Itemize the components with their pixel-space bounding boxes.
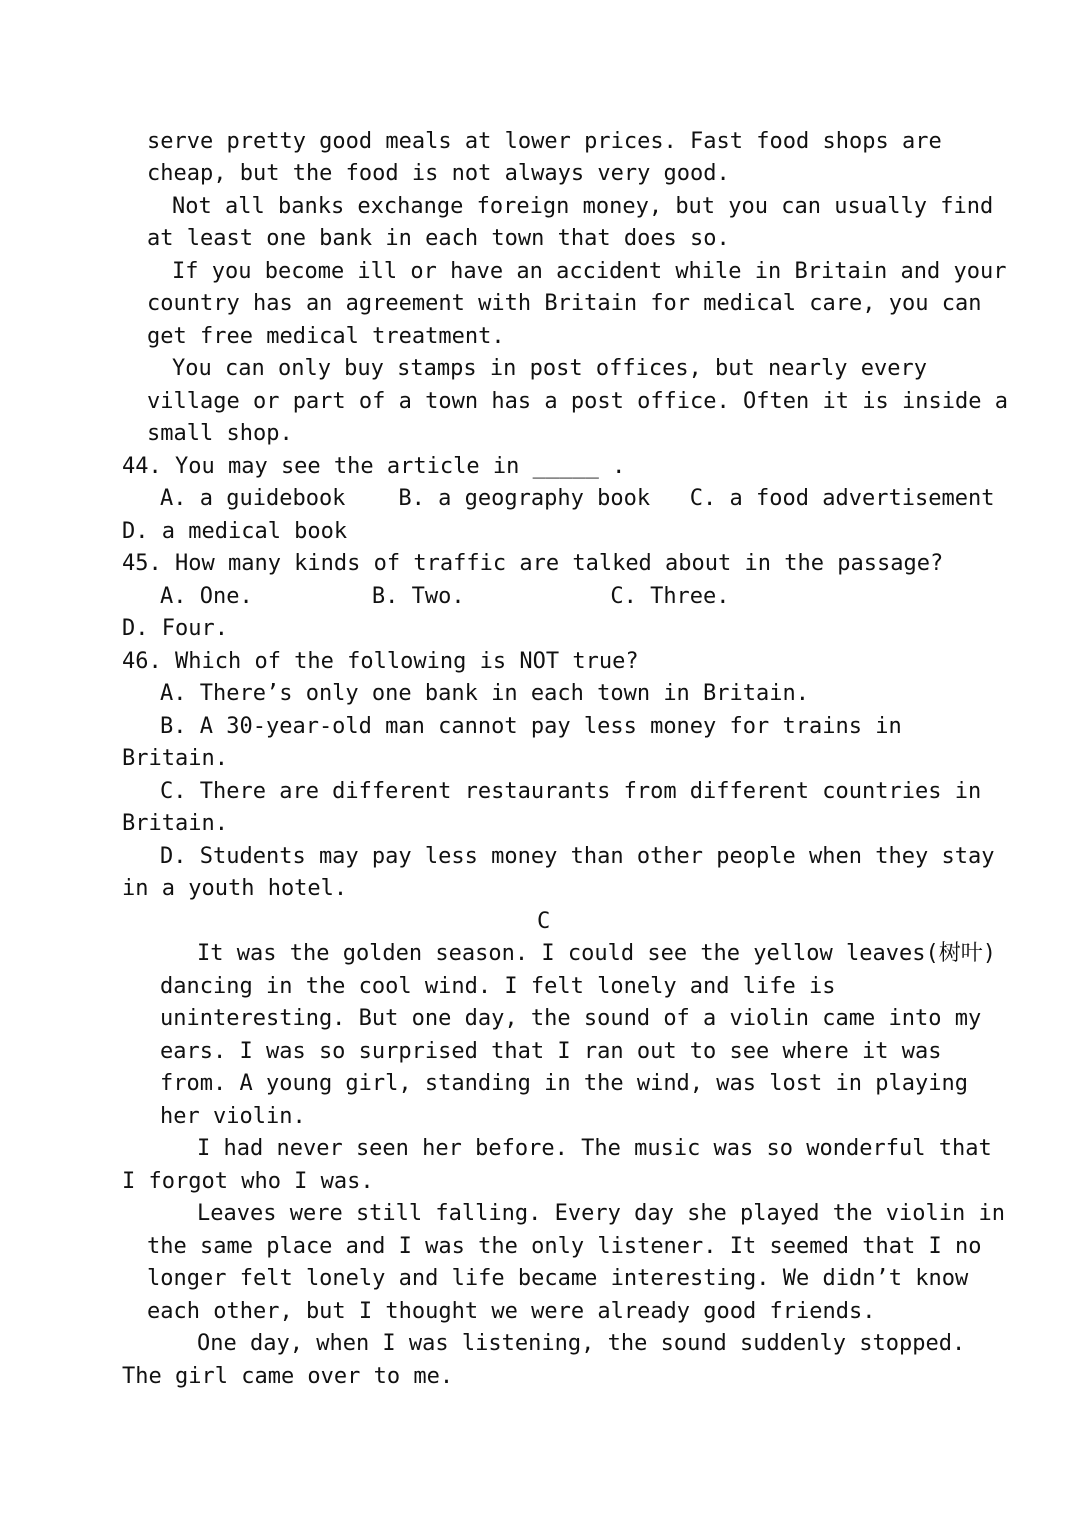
section-c-line: longer felt lonely and life became interesting. We didn’t know [147,1266,969,1291]
question-45-options: A. One. B. Two. C. Three. [160,584,730,609]
section-c-line: Leaves were still falling. Every day she played the violin in [197,1201,1005,1226]
question-46-option-b-cont: Britain. [122,746,228,771]
section-c-line: One day, when I was listening, the sound suddenly stopped. [197,1331,966,1356]
section-c-line: I had never seen her before. The music was so wonderful that [197,1136,992,1161]
passage-line: at least one bank in each town that does so. [147,226,730,251]
passage-line: If you become ill or have an accident while in Britain and your [172,259,1007,284]
passage-line: village or part of a town has a post office. Often it is inside a [147,389,1008,414]
question-44-option-d: D. a medical book [122,519,348,544]
question-45-stem: 45. How many kinds of traffic are talked about in the passage? [122,551,944,576]
section-c-line: ears. I was so surprised that I ran out to see where it was [160,1039,942,1064]
question-46-option-a: A. There’s only one bank in each town in Britain. [160,681,810,706]
section-c-line: from. A young girl, standing in the wind, was lost in playing [160,1071,968,1096]
passage-line: country has an agreement with Britain for medical care, you can [147,291,982,316]
section-c-heading: C [537,909,551,934]
question-46-option-c: C. There are different restaurants from different countries in [160,779,982,804]
question-46-option-d: D. Students may pay less money than other people when they stay [160,844,995,869]
section-c-line: It was the golden season. I could see the yellow leaves(树叶) [197,941,996,966]
passage-line: serve pretty good meals at lower prices. Fast food shops are [147,129,942,154]
question-46-option-b: B. A 30-year-old man cannot pay less money for trains in [160,714,902,739]
question-44-stem: 44. You may see the article in _____ . [122,454,626,479]
question-45-option-d: D. Four. [122,616,228,641]
section-c-line: I forgot who I was. [122,1169,374,1194]
question-44-options: A. a guidebook B. a geography book C. a food advertisement [160,486,995,511]
section-c-line: The girl came over to me. [122,1364,454,1389]
section-c-line: dancing in the cool wind. I felt lonely and life is [160,974,836,999]
passage-line: cheap, but the food is not always very good. [147,161,730,186]
section-c-line: uninteresting. But one day, the sound of a violin came into my [160,1006,982,1031]
passage-line: You can only buy stamps in post offices, but nearly every [172,356,927,381]
question-46-stem: 46. Which of the following is NOT true? [122,649,639,674]
section-c-line: the same place and I was the only listener. It seemed that I no [147,1234,982,1259]
passage-line: get free medical treatment. [147,324,505,349]
question-46-option-c-cont: Britain. [122,811,228,836]
question-46-option-d-cont: in a youth hotel. [122,876,348,901]
passage-line: small shop. [147,421,293,446]
passage-line: Not all banks exchange foreign money, but you can usually find [172,194,994,219]
section-c-line: her violin. [160,1104,306,1129]
section-c-line: each other, but I thought we were already good friends. [147,1299,876,1324]
